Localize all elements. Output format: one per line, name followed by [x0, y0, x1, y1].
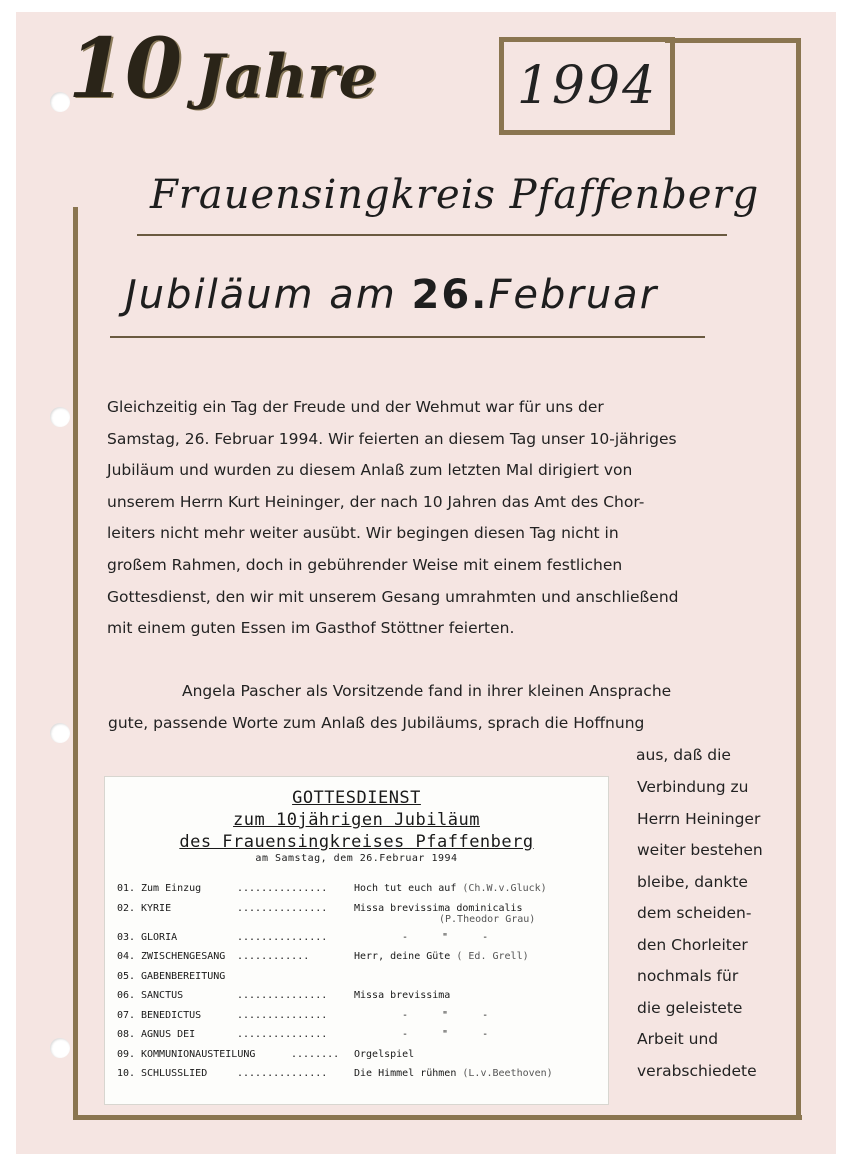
item-dots: ...............	[237, 1009, 328, 1021]
text-line: unserem Herrn Kurt Heininger, der nach 10 Jahren das Amt des Chor-	[107, 492, 645, 511]
text-line: Samstag, 26. Februar 1994. Wir feierten an diesem Tag unser 10-jähriges	[107, 429, 677, 448]
item-part: KOMMUNIONAUSTEILUNG	[141, 1048, 256, 1060]
text-line: bleibe, dankte	[637, 872, 748, 891]
paragraph-2	[108, 676, 671, 739]
jubilee-heading	[125, 272, 658, 318]
item-dots: ............	[237, 951, 310, 962]
text-line: Herrn Heininger	[637, 809, 761, 828]
item-part: Zum Einzug	[141, 883, 202, 894]
program-subtitle-2: des Frauensingkreises Pfaffenberg	[179, 832, 534, 852]
program-item	[117, 1010, 608, 1030]
item-part: SCHLUSSLIED	[141, 1068, 208, 1079]
anniversary-number: 10	[68, 21, 183, 117]
frame-right-border	[796, 38, 801, 1120]
punch-hole	[50, 407, 70, 427]
item-dots: ...............	[237, 990, 328, 1001]
side-column-text	[637, 772, 763, 1087]
text-line: Arbeit und	[637, 1030, 719, 1048]
text-line: Angela Pascher als Vorsitzende fand in ihrer kleinen Ansprache	[182, 682, 672, 700]
item-dots: ...............	[237, 1068, 328, 1079]
item-composer: (L.v.Beethoven)	[462, 1068, 553, 1079]
item-dots: ...............	[237, 931, 328, 943]
jubilee-day: 26.	[411, 272, 489, 318]
item-number: 01.	[117, 883, 136, 894]
text-line: mit einem guten Essen im Gasthof Stöttner feierten.	[107, 619, 515, 638]
item-composer: (P.Theodor Grau)	[439, 913, 536, 925]
item-piece: - " -	[402, 1029, 503, 1040]
paragraph-1	[107, 392, 679, 645]
punch-hole	[50, 1038, 70, 1058]
item-number: 06.	[117, 990, 136, 1001]
choir-name-heading: Frauensingkreis Pfaffenberg	[150, 172, 760, 218]
item-part: KYRIE	[141, 902, 172, 914]
item-number: 08.	[117, 1029, 136, 1040]
choir-name-underline	[137, 234, 727, 236]
program-item	[117, 990, 608, 1010]
item-piece: - " -	[402, 1009, 503, 1021]
program-title: GOTTESDIENST	[292, 788, 421, 808]
item-piece: Herr, deine Güte	[354, 951, 451, 962]
text-line: Jubiläum und wurden zu diesem Anlaß zum letzten Mal dirigiert von	[107, 461, 633, 480]
punch-hole	[50, 723, 70, 743]
frame-bottom-border	[73, 1115, 802, 1120]
item-piece: Die Himmel rühmen	[354, 1068, 457, 1079]
anniversary-word: Jahre	[196, 42, 377, 112]
text-line: verabschiedete	[637, 1061, 757, 1080]
item-dots: ........	[291, 1048, 340, 1060]
anniversary-heading	[68, 21, 377, 117]
program-item	[117, 932, 608, 952]
item-number: 09.	[117, 1048, 136, 1060]
jubilee-underline	[110, 336, 705, 338]
paragraph-2-continuation: aus, daß die	[636, 746, 731, 764]
year-box	[499, 37, 675, 135]
jubilee-month: Februar	[488, 272, 659, 318]
item-part: GABENBEREITUNG	[141, 970, 226, 982]
program-date-line: am Samstag, dem 26.Februar 1994	[255, 853, 458, 864]
jubilee-prefix: Jubiläum am	[125, 272, 397, 318]
program-item	[117, 883, 608, 903]
item-number: 03.	[117, 931, 136, 943]
text-line: großem Rahmen, doch in gebührender Weise mit einem festlichen	[107, 555, 623, 574]
item-dots: ...............	[237, 1029, 328, 1040]
item-number: 05.	[117, 970, 136, 982]
item-number: 10.	[117, 1068, 136, 1079]
text-line: die geleistete	[637, 998, 743, 1017]
program-item	[117, 951, 608, 971]
punch-hole	[50, 92, 70, 112]
item-part: BENEDICTUS	[141, 1009, 202, 1021]
item-piece: Hoch tut euch auf	[354, 883, 457, 894]
program-insert	[104, 776, 609, 1105]
program-item	[117, 971, 608, 991]
item-dots: ...............	[237, 902, 328, 914]
item-piece: - " -	[402, 931, 503, 943]
program-list	[105, 883, 608, 1088]
item-dots: ...............	[237, 883, 328, 894]
item-number: 04.	[117, 951, 136, 962]
program-item	[117, 1029, 608, 1049]
text-line: nochmals für	[637, 967, 739, 985]
text-line: leiters nicht mehr weiter ausübt. Wir begingen diesen Tag nicht in	[107, 524, 619, 543]
text-line: Verbindung zu	[637, 778, 749, 796]
item-part: GLORIA	[141, 931, 178, 943]
text-line: Gleichzeitig ein Tag der Freude und der Wehmut war für uns der	[107, 398, 604, 416]
item-number: 02.	[117, 902, 136, 914]
text-line: den Chorleiter	[637, 935, 748, 954]
item-piece: Missa brevissima	[354, 990, 451, 1001]
program-item	[117, 1049, 608, 1069]
item-part: SANCTUS	[141, 990, 184, 1001]
program-item	[117, 1068, 608, 1088]
text-line: weiter bestehen	[637, 841, 763, 859]
frame-top-border	[665, 38, 801, 43]
item-part: ZWISCHENGESANG	[141, 951, 226, 962]
item-part: AGNUS DEI	[141, 1029, 196, 1040]
item-piece: Orgelspiel	[354, 1048, 415, 1060]
frame-left-border	[73, 207, 78, 1120]
text-line: dem scheiden-	[637, 904, 752, 922]
text-line: gute, passende Worte zum Anlaß des Jubiläums, sprach die Hoffnung	[108, 713, 645, 732]
item-piece: Missa brevissima dominicalis	[354, 902, 523, 914]
item-composer: ( Ed. Grell)	[456, 951, 529, 962]
item-number: 07.	[117, 1009, 136, 1021]
item-composer: (Ch.W.v.Gluck)	[462, 883, 547, 894]
program-item	[117, 903, 608, 932]
text-line: Gottesdienst, den wir mit unserem Gesang umrahmten und anschließend	[107, 587, 679, 606]
year-label: 1994	[516, 56, 658, 116]
program-subtitle-1: zum 10jährigen Jubiläum	[233, 810, 480, 830]
